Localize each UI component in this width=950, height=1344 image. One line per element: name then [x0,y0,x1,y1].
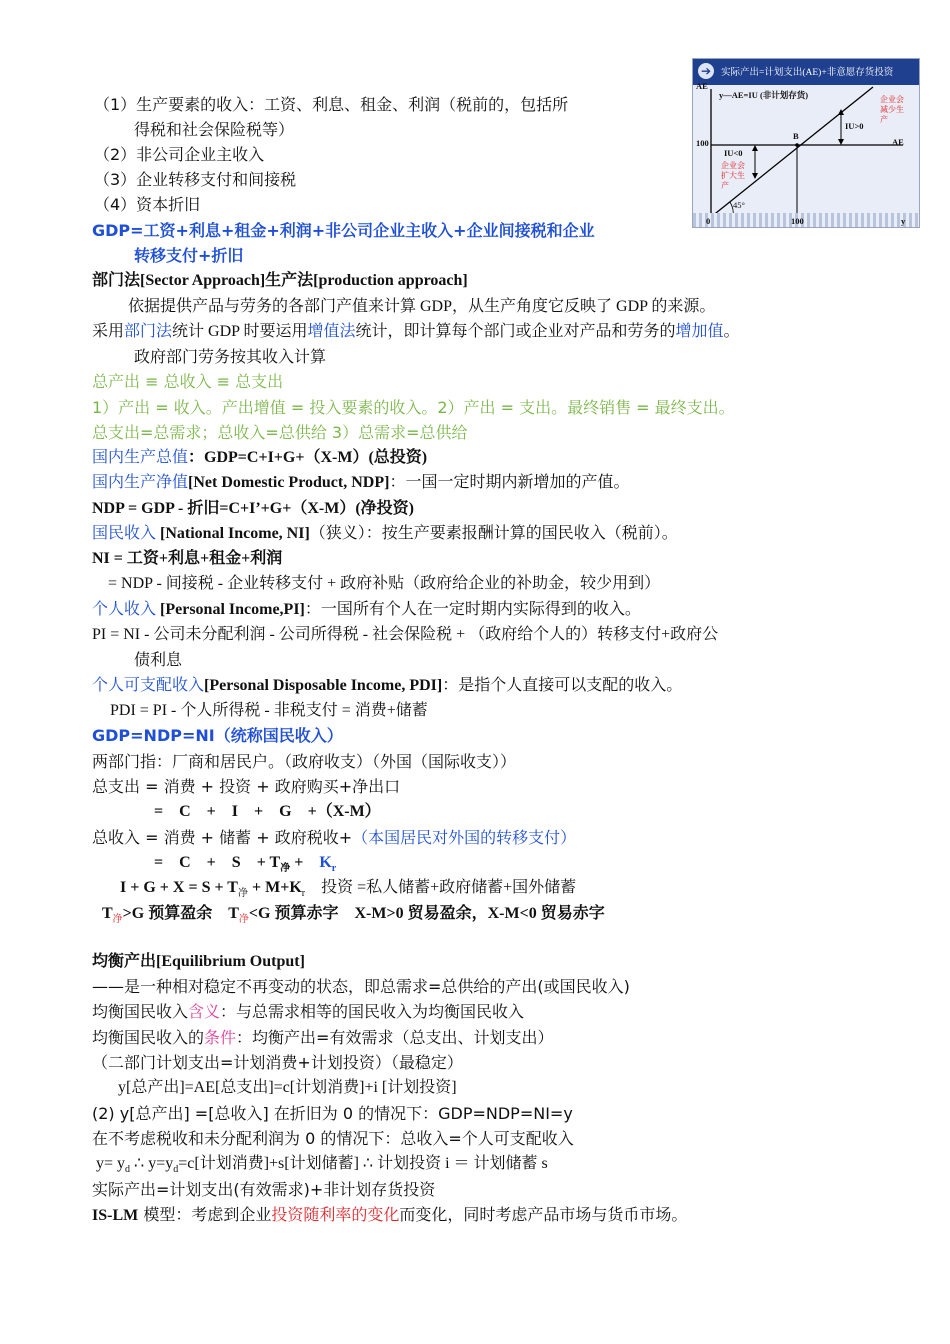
iu-negative-label: IU<0 [724,148,743,158]
subscript: 净 [280,863,291,875]
subscript: r [301,888,306,900]
highlight-term: 部门法 [124,323,173,340]
axis-label-y: y [901,216,906,226]
tick-100-y: 100 [696,138,709,148]
ae-line-label: AE [892,137,904,147]
text-line: 在不考虑税收和未分配利润为 0 的情况下：总收入=个人可支配收入 [92,1129,574,1148]
ndp-formula: NDP = GDP - 折旧=C+I’+G+（X-M）(净投资) [92,500,415,517]
text-line: 得税和社会保险税等） [134,120,295,139]
highlight-term: 条件 [204,1028,237,1047]
subscript: 净 [238,914,249,926]
pdi-formula: PDI = PI - 个人所得税 - 非税支付 = 消费+储蓄 [110,702,428,719]
ae-diagram [692,58,920,228]
is-lm-line [92,1204,687,1227]
text-line: （二部门计划支出=计划消费+计划投资）（最稳定） [92,1053,463,1072]
text-run: ：均衡产出=有效需求（总支出、计划支出） [236,1028,554,1047]
text-line: （1）生产要素的收入：工资、利息、租金、利润（税前的，包括所 [94,95,569,114]
iu-positive-label: IU>0 [845,121,864,131]
subscript: r [331,863,337,875]
diagram-plot [693,59,919,227]
text-run: <G 预算赤字 X-M>0 贸易盈余，X-M<0 贸易赤字 [248,905,605,922]
savings-investment-formula [96,1153,548,1181]
savings-identity [120,877,576,905]
text-run: 而变化，同时考虑产品市场与货币市场。 [399,1205,688,1224]
text-line: (2) y[总产出] =[总收入] 在折旧为 0 的情况下：GDP=NDP=NI=y [92,1104,573,1123]
text-line: （3）企业转移支付和间接税 [94,170,297,189]
equilibrium-formula: y[总产出]=AE[总支出]=c[计划消费]+i [计划投资] [118,1079,457,1096]
text-run: 统计 GDP 时要运用 [172,323,308,340]
text-line: 政府部门劳务按其收入计算 [134,347,327,366]
text-run: + [290,854,320,871]
text-run: ：GDP=C+I+G+（X-M）(总投资) [188,449,428,466]
angle-label: 45° [733,200,745,210]
budget-trade-line [102,903,605,931]
note-reduce: 企业会减少生产 [880,95,904,124]
gdp-formula: GDP=工资+利息+租金+利润+非公司企业主收入+企业间接税和企业 [92,221,595,240]
gdp-definition [92,447,427,469]
text-run: IS-LM [92,1207,139,1224]
text-run: ：是指个人直接可以支配的收入。 [442,677,683,694]
text-run: ：一国一定时期内新增加的产值。 [389,474,630,491]
text-run: ：与总需求相等的国民收入为均衡国民收入 [220,1002,525,1021]
text-run: + M+K [247,879,302,896]
text-line: （2）非公司企业主收入 [94,145,265,164]
text-line: （4）资本折旧 [94,195,201,214]
highlight-term: 投资随利率的变化 [271,1205,400,1224]
text-line [92,321,740,343]
text-line: 依据提供产品与劳务的各部门产值来计算 GDP，从生产角度它反映了 GDP 的来源。 [128,298,716,315]
text-run: 投资 =私人储蓄+政府储蓄+国外储蓄 [305,879,577,896]
text-run: ：一国所有个人在一定时期内实际得到的收入。 [304,601,641,618]
text-run: 模型：考虑到企业 [138,1205,272,1224]
ni-formula-cont: = NDP - 间接税 - 企业转移支付 + 政府补贴（政府给企业的补助金，较少用到） [108,575,661,592]
term-gdp: 国内生产总值 [92,449,189,466]
point-b: B [793,131,799,141]
text-run: ∴ y=y [130,1155,174,1172]
pdi-definition [92,675,682,697]
identity-line: 总支出=总需求；总收入=总供给 3）总需求=总供给 [92,423,468,442]
highlight-term: 增加值 [675,323,724,340]
text-run: y= y [96,1155,126,1172]
subscript: d [125,1164,131,1176]
tick-100-x: 100 [791,216,804,226]
text-run: 均衡国民收入的 [92,1028,205,1047]
gdp-formula-cont: 转移支付+折旧 [134,246,244,265]
text-run: [Net Domestic Product, NDP] [188,474,390,491]
term-ndp: 国内生产净值 [92,474,189,491]
text-run: 统计，即计算每个部门或企业对产品和劳务的 [355,323,676,340]
highlight-term: 含义 [188,1002,221,1021]
text-line: 实际产出=计划支出(有效需求)+非计划存货投资 [92,1180,436,1199]
term-pdi: 个人可支配收入 [92,677,205,694]
text-line [92,1001,524,1023]
total-expenditure: 总支出 = 消费 + 投资 + 政府购买+净出口 [92,777,401,796]
arrow-icon: ➔ [698,63,714,79]
subscript: d [173,1164,179,1176]
axis-label-ae: AE [696,81,708,91]
summary-line: GDP=NDP=NI（统称国民收入） [92,726,343,745]
text-run: [National Income, NI] [156,525,310,542]
text-run: 。 [723,323,740,340]
text-run: = C + S + T [154,854,281,871]
legend-line: y—AE=IU (非计划存货) [719,90,809,100]
highlight-term: 增值法 [307,323,356,340]
term-pi: 个人收入 [92,601,157,618]
text-run: 总收入 = 消费 + 储蓄 + 政府税收+ [92,828,353,847]
origin-label: 0 [706,216,711,226]
text-line [92,1027,553,1049]
term-kr: K [319,854,332,871]
ni-formula: NI = 工资+利息+租金+利润 [92,550,283,567]
term-ni: 国民收入 [92,525,157,542]
pi-formula: PI = NI - 公司未分配利润 - 公司所得税 - 社会保险税 + （政府给个人的）转移支付+政府公 [92,626,719,643]
pi-formula-cont: 债利息 [134,650,183,669]
diagram-floor [693,213,919,227]
subscript: 净 [112,914,123,926]
text-run: I + G + X = S + T [120,879,238,896]
income-formula [154,852,336,880]
highlight-term: （本国居民对外国的转移支付） [352,828,577,847]
subscript: 净 [237,888,248,900]
text-run: 采用 [92,323,125,340]
text-run: 均衡国民收入 [92,1002,189,1021]
heading-sector-approach [92,270,468,292]
text-run: =c[计划消费]+s[计划储蓄] ∴ 计划投资 i ＝ 计划储蓄 s [178,1155,548,1172]
text-run: （狭义）：按生产要素报酬计算的国民收入（税前）。 [309,525,678,542]
text-line: 两部门指：厂商和居民户。（政府收支）（外国（国际收支）） [92,752,517,771]
heading-text: 部门法[Sector Approach]生产法[production approach] [92,272,468,289]
pi-definition [92,599,641,621]
heading-text: 均衡产出[Equilibrium Output] [92,953,305,970]
text-run: >G 预算盈余 T [122,905,239,922]
identity-line: 总产出 ≡ 总收入 ≡ 总支出 [92,372,284,391]
heading-equilibrium [92,951,305,973]
ndp-definition [92,472,629,494]
text-run: [Personal Disposable Income, PDI] [204,677,443,694]
ni-definition [92,523,678,545]
total-income [92,827,576,849]
note-expand: 企业会扩大生产 [721,161,745,190]
expenditure-formula: = C + I + G +（X-M） [154,803,381,820]
text-line: ——是一种相对稳定不再变动的状态，即总需求=总供给的产出(或国民收入) [92,977,630,996]
text-run: T [102,905,113,922]
diagram-title: 实际产出=计划支出(AE)+非意愿存货投资 [721,68,894,78]
text-run: [Personal Income,PI] [156,601,305,618]
identity-line: 1）产出 = 收入。产出增值 = 投入要素的收入。2）产出 = 支出。最终销售 = 最终支出。 [92,398,735,417]
